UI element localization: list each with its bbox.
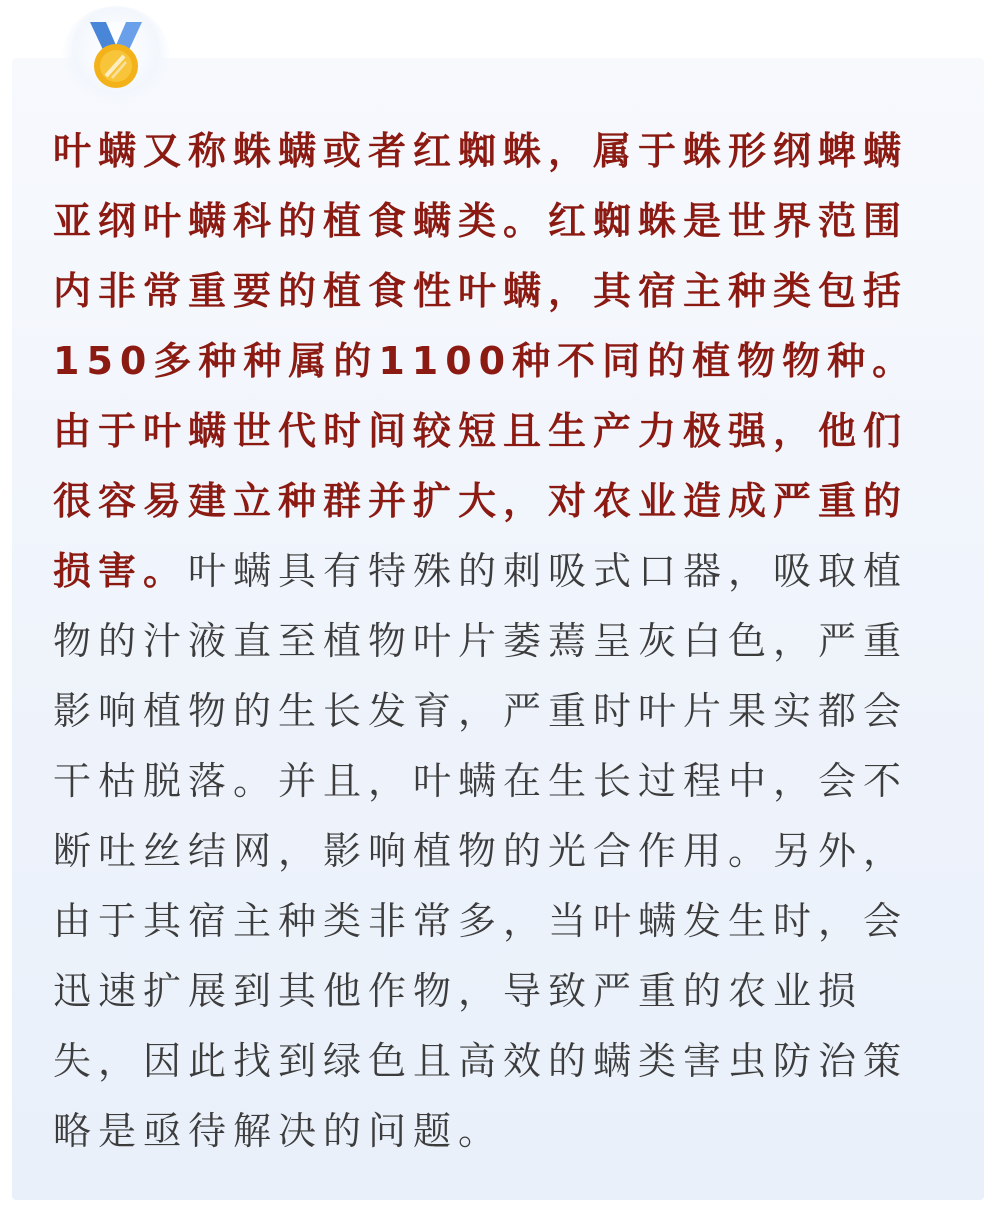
article-body bbox=[53, 116, 945, 1166]
text-line bbox=[53, 536, 945, 606]
highlight-text: 150多种种属的1100种不同的植物物种。 bbox=[53, 339, 918, 383]
text-line bbox=[53, 116, 945, 186]
body-text: 由于其宿主种类非常多，当叶螨发生时，会 bbox=[53, 899, 909, 943]
body-text: 干枯脱落。并且，叶螨在生长过程中，会不 bbox=[53, 759, 909, 803]
body-text: 叶螨具有特殊的刺吸式口器，吸取植 bbox=[188, 549, 909, 593]
body-text: 迅速扩展到其他作物，导致严重的农业损 bbox=[53, 969, 864, 1013]
highlight-text: 内非常重要的植食性叶螨，其宿主种类包括 bbox=[53, 269, 909, 313]
text-line bbox=[53, 326, 945, 396]
body-text: 物的汁液直至植物叶片萎蔫呈灰白色，严重 bbox=[53, 619, 909, 663]
text-line bbox=[53, 1096, 945, 1166]
body-text: 影响植物的生长发育，严重时叶片果实都会 bbox=[53, 689, 909, 733]
text-line bbox=[53, 956, 945, 1026]
text-line bbox=[53, 466, 945, 536]
highlight-text: 叶螨又称蛛螨或者红蜘蛛，属于蛛形纲蜱螨 bbox=[53, 129, 909, 173]
body-text: 失，因此找到绿色且高效的螨类害虫防治策 bbox=[53, 1039, 909, 1083]
text-line bbox=[53, 606, 945, 676]
text-line bbox=[53, 676, 945, 746]
medal-icon bbox=[80, 20, 152, 92]
text-line bbox=[53, 816, 945, 886]
medal-badge bbox=[62, 6, 170, 106]
body-text: 断吐丝结网，影响植物的光合作用。另外， bbox=[53, 829, 909, 873]
text-line bbox=[53, 256, 945, 326]
text-line bbox=[53, 186, 945, 256]
text-line bbox=[53, 886, 945, 956]
highlight-text: 由于叶螨世代时间较短且生产力极强，他们 bbox=[53, 409, 909, 453]
text-line bbox=[53, 1026, 945, 1096]
highlight-text: 损害。 bbox=[53, 549, 189, 593]
body-text: 略是亟待解决的问题。 bbox=[53, 1109, 504, 1153]
text-line bbox=[53, 746, 945, 816]
text-line bbox=[53, 396, 945, 466]
highlight-text: 很容易建立种群并扩大，对农业造成严重的 bbox=[53, 479, 909, 523]
highlight-text: 亚纲叶螨科的植食螨类。红蜘蛛是世界范围 bbox=[53, 199, 909, 243]
